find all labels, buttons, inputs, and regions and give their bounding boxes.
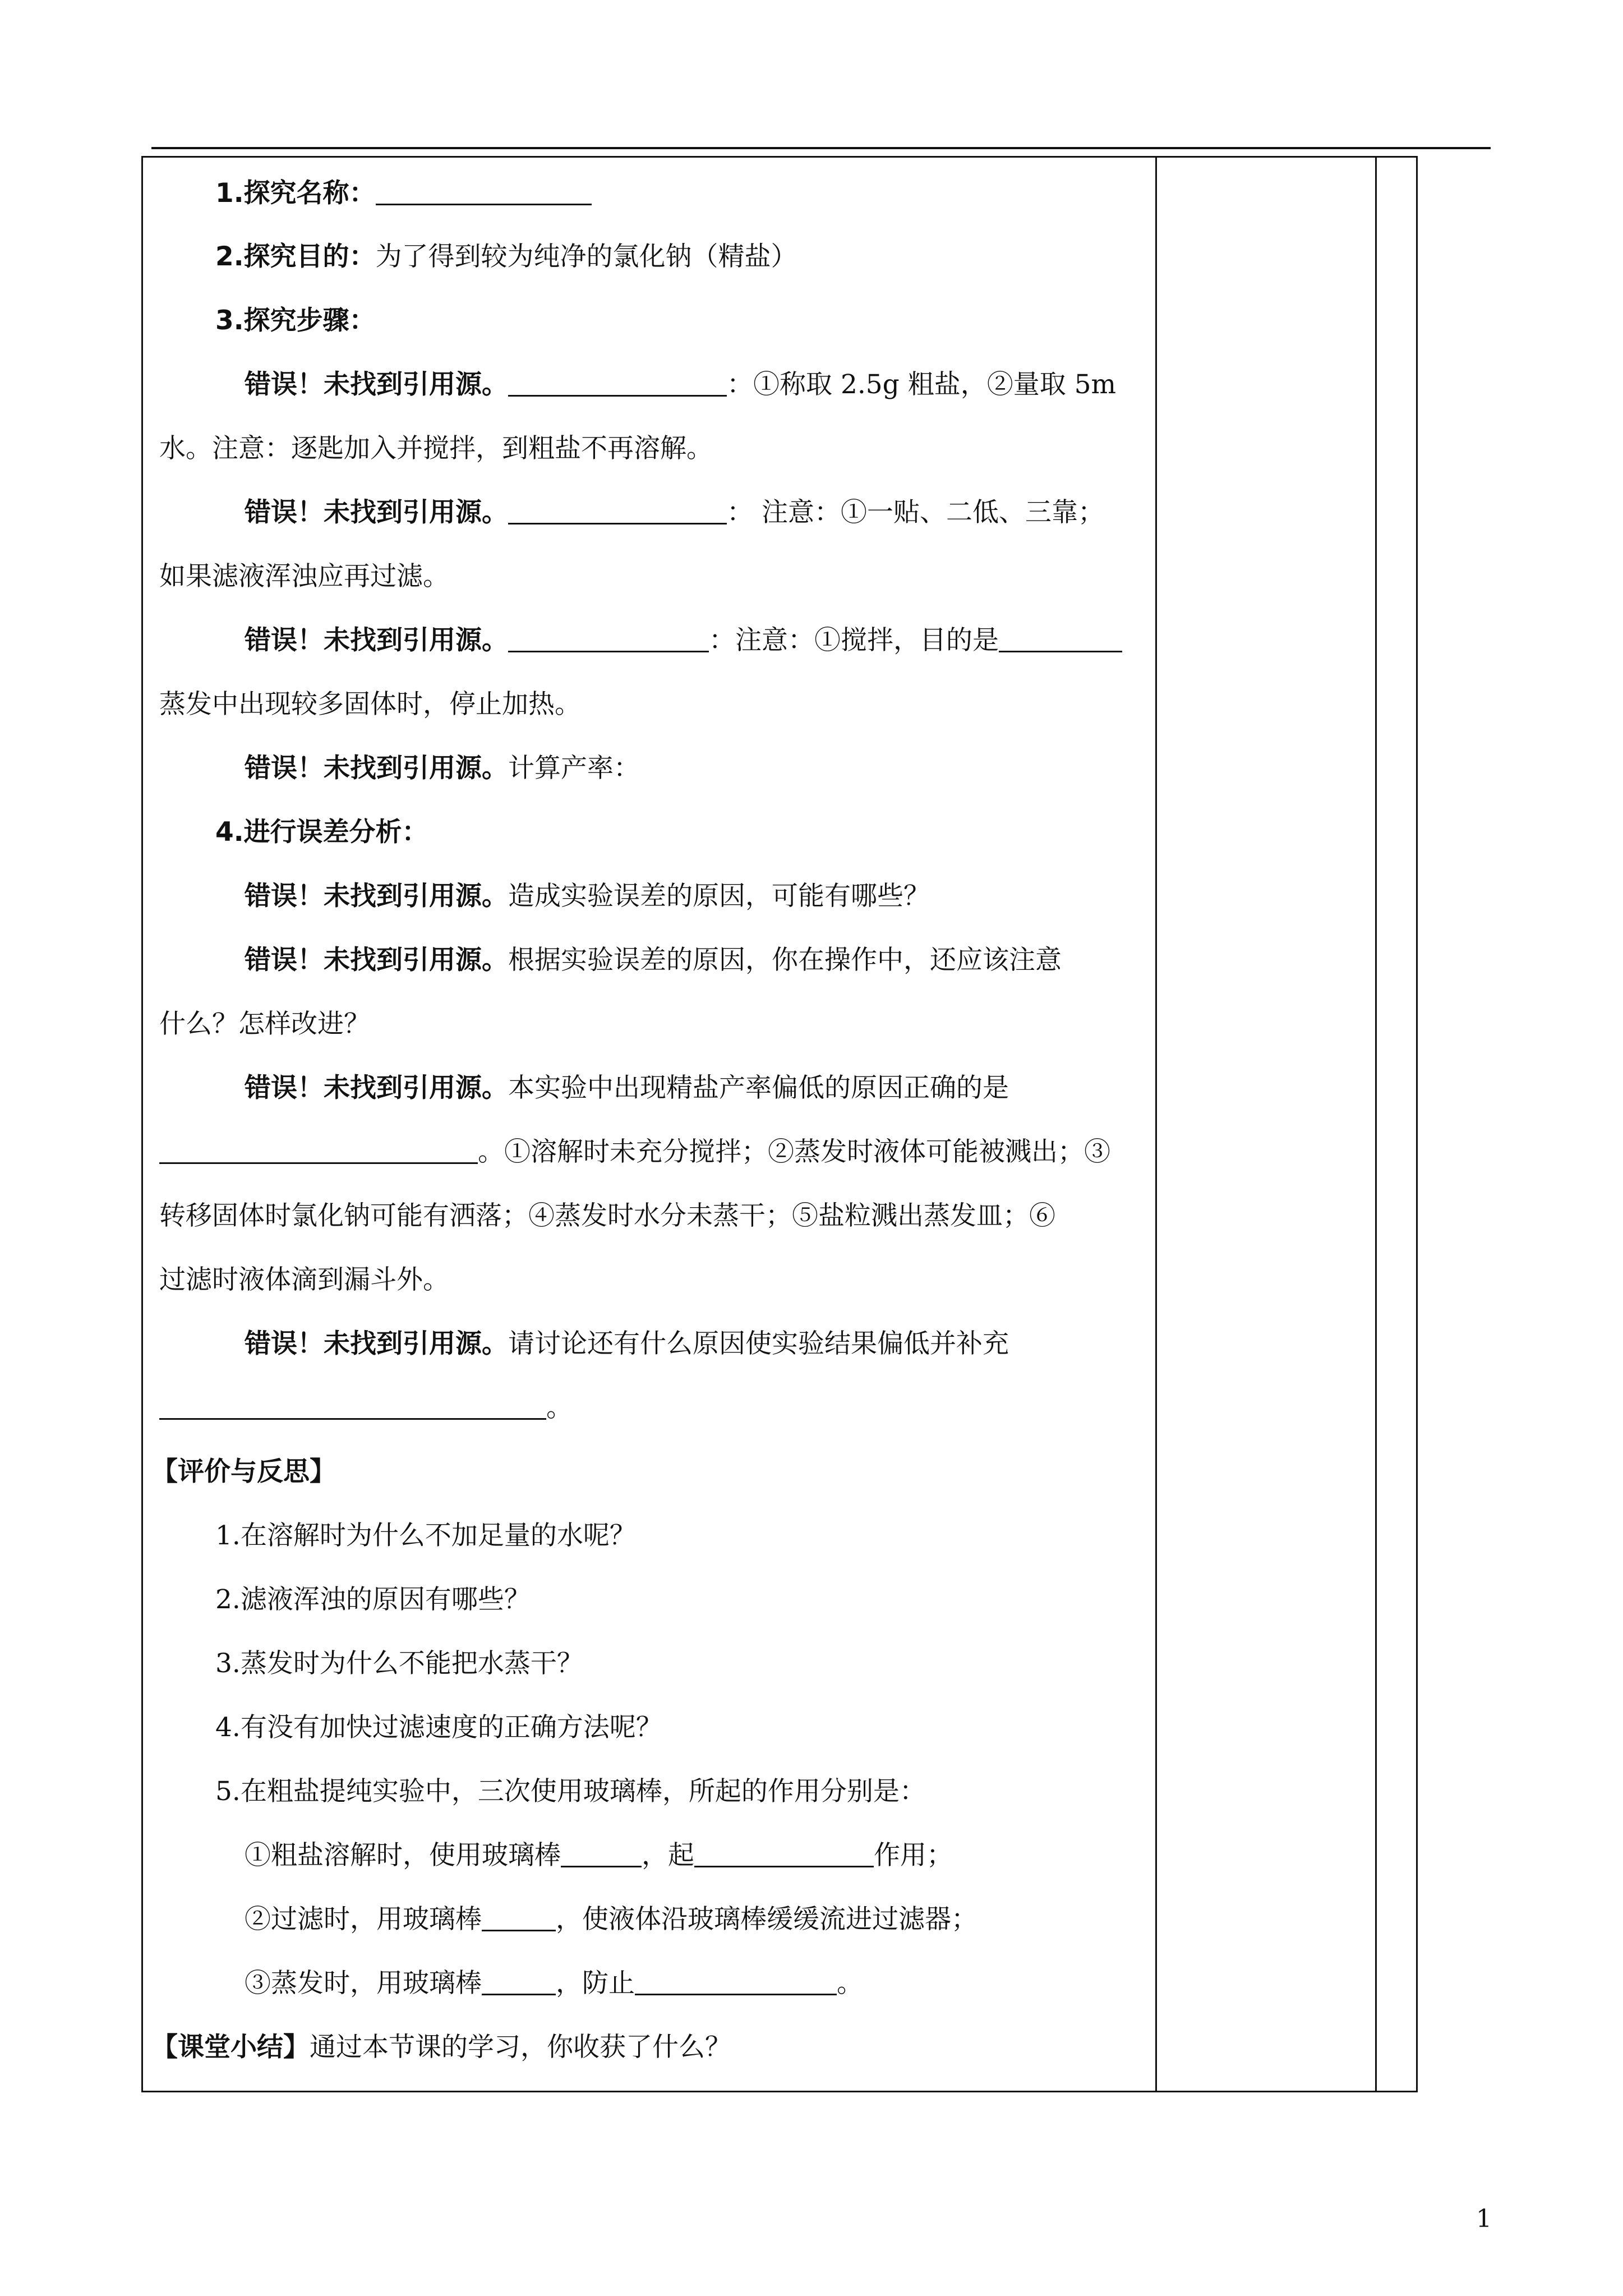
section-1-label: 1.探究名称： — [215, 178, 376, 209]
blank-low-yield-answer[interactable] — [159, 1138, 478, 1164]
blank-step-3[interactable] — [508, 626, 709, 652]
section-2-text: 为了得到较为纯净的氯化钠（精盐） — [375, 241, 797, 272]
question-4-text: 请讨论还有什么原因使实验结果偏低并补充 — [508, 1328, 1009, 1359]
glass-rod-use-2-text: ②过滤时，用玻璃棒 — [245, 1904, 482, 1935]
question-1-text: 造成实验误差的原因，可能有哪些？ — [508, 881, 930, 912]
question-3 — [245, 1071, 1009, 1105]
glass-rod-use-3-mid: ，防止 — [556, 1968, 635, 1999]
reference-error: 错误！未找到引用源。 — [245, 497, 508, 528]
step-2-continued: 如果滤液浑浊应再过滤。 — [159, 561, 449, 592]
question-3-continued-1 — [159, 1135, 1110, 1169]
column-divider-1 — [1155, 156, 1157, 2092]
step-1-continued: 水。注意：逐匙加入并搅拌，到粗盐不再溶解。 — [159, 433, 713, 464]
blank-stir-purpose[interactable] — [999, 626, 1122, 652]
blank-prevent[interactable] — [635, 1969, 837, 1995]
reference-error: 错误！未找到引用源。 — [245, 1073, 508, 1103]
page-number: 1 — [1476, 2205, 1492, 2233]
section-4-label: 4.进行误差分析： — [215, 817, 428, 848]
glass-rod-use-3-text: ③蒸发时，用玻璃棒 — [245, 1968, 482, 1999]
glass-rod-use-1 — [245, 1839, 953, 1872]
header-rule — [151, 147, 1491, 149]
section-3 — [215, 304, 376, 338]
reference-error: 错误！未找到引用源。 — [245, 753, 508, 784]
step-4-text: 计算产率： — [508, 753, 640, 784]
reflection-4: 4.有没有加快过滤速度的正确方法呢？ — [215, 1712, 662, 1743]
summary-heading: 【课堂小结】 — [151, 2032, 310, 2063]
question-4-continued — [159, 1391, 573, 1425]
reflection-3: 3.蒸发时为什么不能把水蒸干？ — [215, 1648, 583, 1679]
step-1-text: ：①称取 2.5g 粗盐，②量取 5m — [727, 369, 1117, 400]
step-3-text: ：注意：①搅拌，目的是 — [709, 625, 999, 656]
reference-error: 错误！未找到引用源。 — [245, 369, 508, 400]
glass-rod-use-2-end: ，使液体沿玻璃棒缓缓流进过滤器； — [556, 1904, 978, 1935]
column-divider-2 — [1375, 156, 1377, 2092]
glass-rod-use-3 — [245, 1967, 863, 2000]
question-3-options-2: 转移固体时氯化钠可能有洒落；④蒸发时水分未蒸干；⑤盐粒溅出蒸发皿；⑥ — [159, 1200, 1055, 1231]
summary-text: 通过本节课的学习，你收获了什么？ — [310, 2032, 731, 2063]
step-1 — [245, 368, 1116, 402]
section-1 — [215, 177, 592, 210]
step-4 — [245, 752, 640, 785]
evaluation-heading: 【评价与反思】 — [151, 1456, 336, 1487]
reference-error: 错误！未找到引用源。 — [245, 881, 508, 912]
question-4-end: 。 — [546, 1392, 573, 1423]
reference-error: 错误！未找到引用源。 — [245, 625, 508, 656]
reflection-1: 1.在溶解时为什么不加足量的水呢？ — [215, 1520, 636, 1551]
glass-rod-use-1-end: 作用； — [874, 1840, 953, 1871]
blank-step-1[interactable] — [508, 370, 727, 397]
question-3-options-3: 过滤时液体滴到漏斗外。 — [159, 1264, 449, 1295]
question-2-text: 根据实验误差的原因，你在操作中，还应该注意 — [508, 945, 1062, 976]
blank-step-2[interactable] — [508, 498, 727, 524]
reference-error: 错误！未找到引用源。 — [245, 945, 508, 976]
section-4 — [215, 816, 428, 849]
question-3-options-1: 。①溶解时未充分搅拌；②蒸发时液体可能被溅出；③ — [478, 1137, 1110, 1167]
glass-rod-use-3-end: 。 — [837, 1968, 863, 1999]
step-2-text: ： 注意：①一贴、二低、三靠； — [727, 497, 1104, 528]
glass-rod-use-1-text: ①粗盐溶解时，使用玻璃棒 — [245, 1840, 561, 1871]
reference-error: 错误！未找到引用源。 — [245, 1328, 508, 1359]
step-2 — [245, 496, 1104, 530]
section-2-label: 2.探究目的： — [215, 241, 376, 272]
step-3 — [245, 624, 1122, 657]
blank-inquiry-name[interactable] — [376, 179, 592, 205]
reflection-5: 5.在粗盐提纯实验中，三次使用玻璃棒，所起的作用分别是： — [215, 1776, 926, 1807]
blank-rod-use-2[interactable] — [482, 1905, 556, 1931]
blank-rod-effect-1[interactable] — [694, 1841, 874, 1867]
blank-other-reasons[interactable] — [159, 1393, 546, 1420]
question-2 — [245, 944, 1062, 977]
question-3-text: 本实验中出现精盐产率偏低的原因正确的是 — [508, 1073, 1009, 1103]
question-2-continued: 什么？怎样改进？ — [159, 1009, 370, 1039]
section-2 — [215, 240, 797, 274]
question-4 — [245, 1327, 1009, 1361]
glass-rod-use-2 — [245, 1903, 978, 1936]
reflection-2: 2.滤液浑浊的原因有哪些？ — [215, 1584, 531, 1615]
blank-rod-use-3[interactable] — [482, 1969, 556, 1995]
section-3-label: 3.探究步骤： — [215, 305, 376, 336]
blank-rod-use-1[interactable] — [561, 1841, 642, 1867]
class-summary — [151, 2031, 731, 2064]
glass-rod-use-1-mid: ，起 — [642, 1840, 694, 1871]
step-3-continued: 蒸发中出现较多固体时，停止加热。 — [159, 689, 581, 720]
question-1 — [245, 880, 930, 913]
